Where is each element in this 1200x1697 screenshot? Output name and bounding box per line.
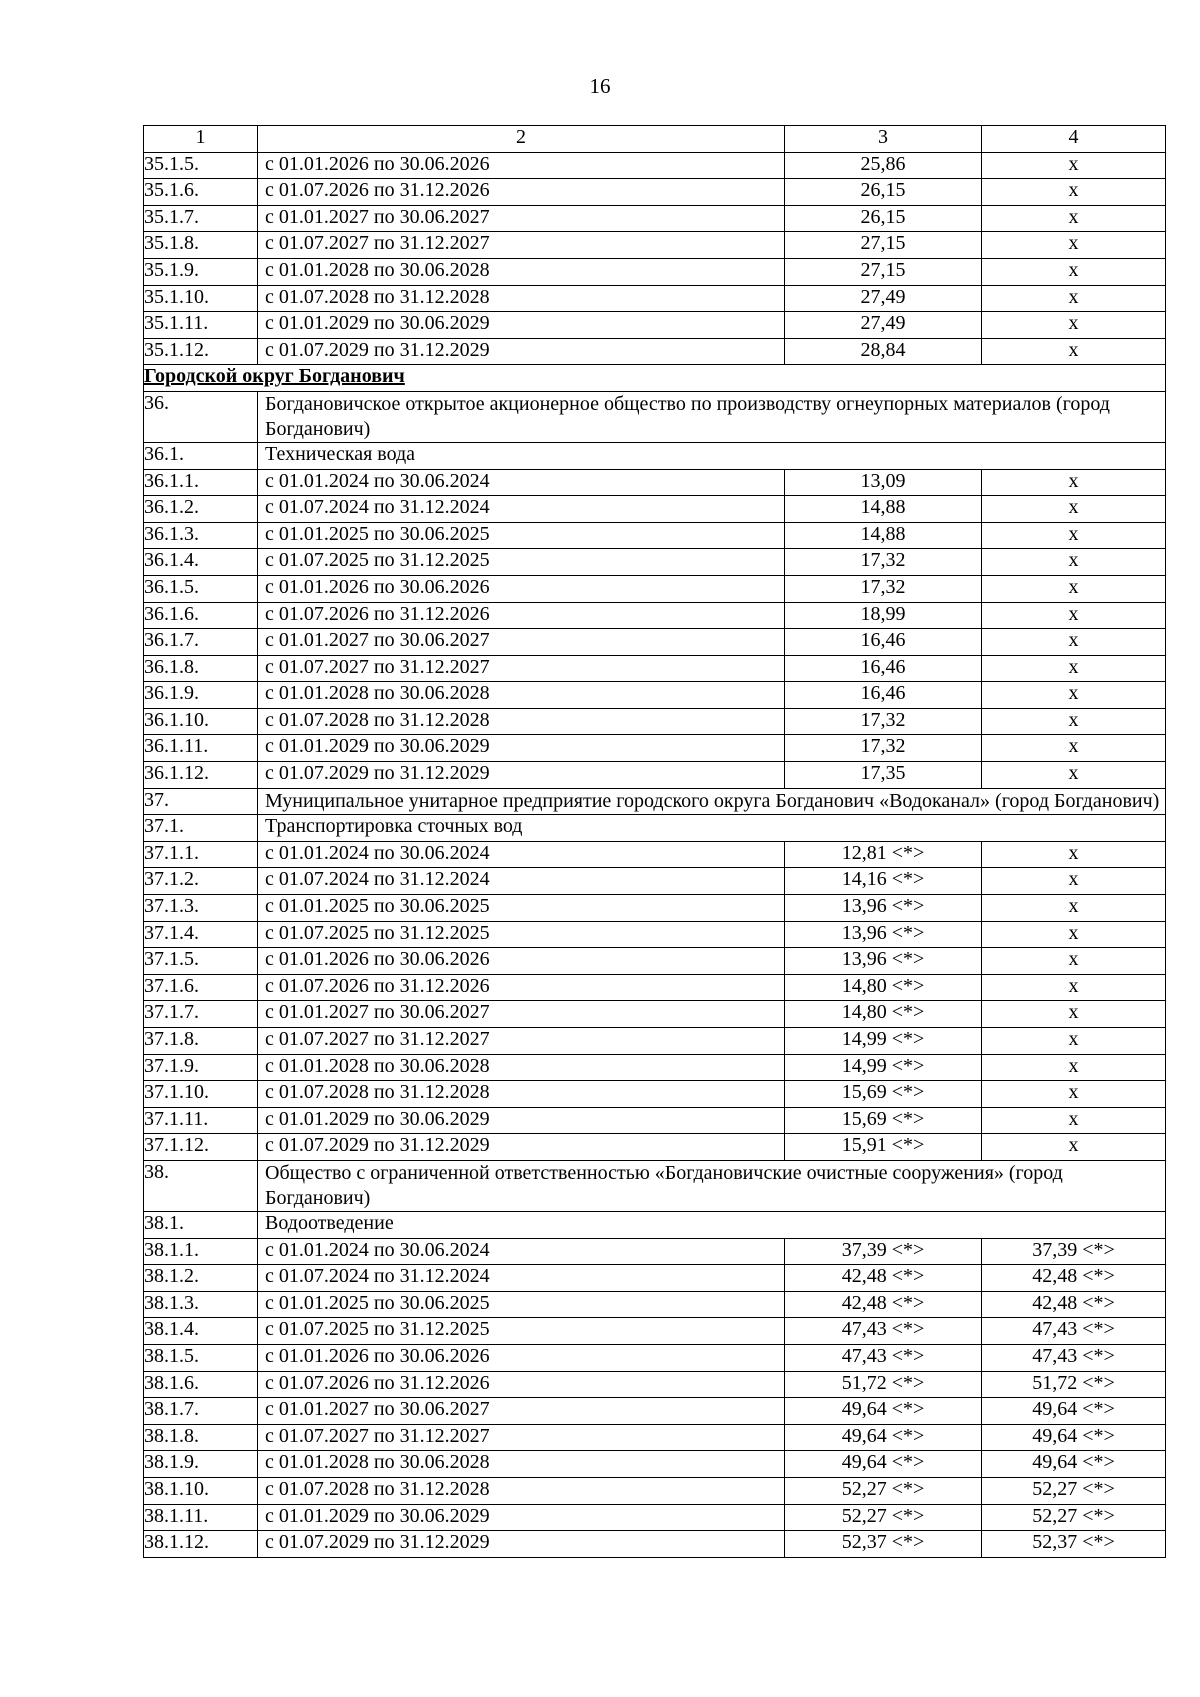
table-row [144, 841, 1166, 868]
period-cell: с 01.07.2026 по 31.12.2026 [258, 1371, 785, 1398]
service-number: 37.1. [144, 815, 258, 842]
tariff-value-cell: 18,99 [785, 602, 982, 629]
tariff-vat-cell: 49,64 <*> [982, 1451, 1166, 1478]
organization-name: Муниципальное унитарное предприятие городского округа Богданович «Водоканал» (город Богданович) [258, 788, 1166, 815]
tariff-vat-cell: х [982, 1028, 1166, 1055]
period-cell: с 01.07.2027 по 31.12.2027 [258, 232, 785, 259]
table-row [144, 682, 1166, 709]
tariff-vat-cell: 51,72 <*> [982, 1371, 1166, 1398]
period-cell: с 01.07.2026 по 31.12.2026 [258, 974, 785, 1001]
row-number: 38.1.12. [144, 1531, 258, 1558]
tariff-vat-cell: х [982, 575, 1166, 602]
tariff-vat-cell: х [982, 496, 1166, 523]
period-cell: с 01.01.2025 по 30.06.2025 [258, 1291, 785, 1318]
table-row [144, 1451, 1166, 1478]
period-cell: с 01.01.2024 по 30.06.2024 [258, 1238, 785, 1265]
table-row [144, 974, 1166, 1001]
tariff-table [143, 125, 1166, 1558]
table-row [144, 602, 1166, 629]
table-row [144, 1291, 1166, 1318]
period-cell: с 01.07.2024 по 31.12.2024 [258, 868, 785, 895]
tariff-value-cell: 42,48 <*> [785, 1265, 982, 1292]
row-number: 38.1.1. [144, 1238, 258, 1265]
tariff-vat-cell: 42,48 <*> [982, 1265, 1166, 1292]
row-number: 38.1.2. [144, 1265, 258, 1292]
tariff-vat-cell: х [982, 179, 1166, 206]
tariff-vat-cell: х [982, 1081, 1166, 1108]
tariff-value-cell: 13,96 <*> [785, 921, 982, 948]
tariff-value-cell: 17,32 [785, 549, 982, 576]
row-number: 35.1.11. [144, 312, 258, 339]
table-row [144, 1265, 1166, 1292]
tariff-value-cell: 16,46 [785, 655, 982, 682]
tariff-value-cell: 27,15 [785, 258, 982, 285]
column-number-3: 3 [785, 126, 982, 153]
tariff-value-cell: 42,48 <*> [785, 1291, 982, 1318]
table-row [144, 1398, 1166, 1425]
tariff-value-cell: 16,46 [785, 682, 982, 709]
tariff-value-cell: 15,69 <*> [785, 1107, 982, 1134]
row-number: 37.1.7. [144, 1001, 258, 1028]
tariff-value-cell: 51,72 <*> [785, 1371, 982, 1398]
period-cell: с 01.07.2028 по 31.12.2028 [258, 285, 785, 312]
table-row [144, 179, 1166, 206]
row-number: 35.1.9. [144, 258, 258, 285]
period-cell: с 01.01.2028 по 30.06.2028 [258, 258, 785, 285]
row-number: 36.1.10. [144, 708, 258, 735]
row-number: 38.1.7. [144, 1398, 258, 1425]
table-row [144, 921, 1166, 948]
table-row [144, 258, 1166, 285]
row-number: 35.1.8. [144, 232, 258, 259]
row-number: 35.1.7. [144, 205, 258, 232]
tariff-value-cell: 17,32 [785, 708, 982, 735]
row-number: 37.1.4. [144, 921, 258, 948]
row-number: 37.1.8. [144, 1028, 258, 1055]
tariff-vat-cell: х [982, 469, 1166, 496]
service-row [144, 442, 1166, 469]
tariff-value-cell: 14,88 [785, 522, 982, 549]
table-row [144, 1318, 1166, 1345]
tariff-vat-cell: х [982, 205, 1166, 232]
table-row [144, 762, 1166, 789]
period-cell: с 01.07.2029 по 31.12.2029 [258, 762, 785, 789]
tariff-value-cell: 14,99 <*> [785, 1054, 982, 1081]
tariff-value-cell: 26,15 [785, 205, 982, 232]
row-number: 36.1.9. [144, 682, 258, 709]
row-number: 36.1.6. [144, 602, 258, 629]
service-name: Водоотведение [258, 1211, 1166, 1238]
tariff-vat-cell: 52,27 <*> [982, 1477, 1166, 1504]
period-cell: с 01.07.2024 по 31.12.2024 [258, 1265, 785, 1292]
tariff-vat-cell: 37,39 <*> [982, 1238, 1166, 1265]
service-number: 36.1. [144, 442, 258, 469]
tariff-vat-cell: х [982, 629, 1166, 656]
table-row [144, 629, 1166, 656]
period-cell: с 01.07.2026 по 31.12.2026 [258, 179, 785, 206]
period-cell: с 01.01.2024 по 30.06.2024 [258, 841, 785, 868]
row-number: 35.1.10. [144, 285, 258, 312]
row-number: 37.1.10. [144, 1081, 258, 1108]
row-number: 37.1.3. [144, 895, 258, 922]
tariff-value-cell: 49,64 <*> [785, 1398, 982, 1425]
table-row [144, 1238, 1166, 1265]
row-number: 36.1.2. [144, 496, 258, 523]
period-cell: с 01.07.2027 по 31.12.2027 [258, 1424, 785, 1451]
row-number: 36.1.7. [144, 629, 258, 656]
table-row [144, 338, 1166, 365]
tariff-value-cell: 47,43 <*> [785, 1318, 982, 1345]
tariff-vat-cell: х [982, 152, 1166, 179]
tariff-vat-cell: х [982, 1134, 1166, 1161]
tariff-value-cell: 15,69 <*> [785, 1081, 982, 1108]
row-number: 38.1.6. [144, 1371, 258, 1398]
tariff-value-cell: 14,99 <*> [785, 1028, 982, 1055]
column-number-row [144, 126, 1166, 153]
tariff-value-cell: 17,32 [785, 575, 982, 602]
tariff-value-cell: 28,84 [785, 338, 982, 365]
period-cell: с 01.07.2028 по 31.12.2028 [258, 708, 785, 735]
row-number: 36.1.5. [144, 575, 258, 602]
service-row [144, 1211, 1166, 1238]
tariff-value-cell: 27,49 [785, 312, 982, 339]
period-cell: с 01.01.2024 по 30.06.2024 [258, 469, 785, 496]
tariff-vat-cell: х [982, 708, 1166, 735]
tariff-vat-cell: х [982, 1054, 1166, 1081]
row-number: 38.1.9. [144, 1451, 258, 1478]
tariff-vat-cell: 47,43 <*> [982, 1344, 1166, 1371]
tariff-vat-cell: 49,64 <*> [982, 1398, 1166, 1425]
tariff-value-cell: 47,43 <*> [785, 1344, 982, 1371]
tariff-vat-cell: х [982, 974, 1166, 1001]
period-cell: с 01.01.2029 по 30.06.2029 [258, 312, 785, 339]
period-cell: с 01.07.2029 по 31.12.2029 [258, 338, 785, 365]
period-cell: с 01.07.2028 по 31.12.2028 [258, 1081, 785, 1108]
tariff-vat-cell: х [982, 285, 1166, 312]
period-cell: с 01.01.2027 по 30.06.2027 [258, 629, 785, 656]
tariff-vat-cell: 52,37 <*> [982, 1531, 1166, 1558]
table-row [144, 1477, 1166, 1504]
table-row [144, 469, 1166, 496]
table-row [144, 948, 1166, 975]
tariff-vat-cell: 52,27 <*> [982, 1504, 1166, 1531]
period-cell: с 01.01.2029 по 30.06.2029 [258, 735, 785, 762]
tariff-value-cell: 52,27 <*> [785, 1477, 982, 1504]
row-number: 36.1.12. [144, 762, 258, 789]
tariff-vat-cell: х [982, 735, 1166, 762]
column-number-1: 1 [144, 126, 258, 153]
period-cell: с 01.07.2028 по 31.12.2028 [258, 1477, 785, 1504]
row-number: 36.1.8. [144, 655, 258, 682]
row-number: 37.1.5. [144, 948, 258, 975]
tariff-vat-cell: х [982, 1001, 1166, 1028]
period-cell: с 01.01.2025 по 30.06.2025 [258, 895, 785, 922]
row-number: 38.1.4. [144, 1318, 258, 1345]
tariff-value-cell: 14,16 <*> [785, 868, 982, 895]
service-number: 38.1. [144, 1211, 258, 1238]
row-number: 37.1.11. [144, 1107, 258, 1134]
period-cell: с 01.07.2025 по 31.12.2025 [258, 549, 785, 576]
period-cell: с 01.07.2029 по 31.12.2029 [258, 1134, 785, 1161]
row-number: 37.1.12. [144, 1134, 258, 1161]
tariff-value-cell: 12,81 <*> [785, 841, 982, 868]
tariff-value-cell: 17,35 [785, 762, 982, 789]
table-row [144, 285, 1166, 312]
row-number: 35.1.12. [144, 338, 258, 365]
page-number: 16 [589, 74, 611, 98]
tariff-value-cell: 17,32 [785, 735, 982, 762]
tariff-value-cell: 27,49 [785, 285, 982, 312]
column-number-2: 2 [258, 126, 785, 153]
table-row [144, 152, 1166, 179]
row-number: 38.1.8. [144, 1424, 258, 1451]
table-row [144, 1531, 1166, 1558]
service-name: Техническая вода [258, 442, 1166, 469]
table-row [144, 1001, 1166, 1028]
table-row [144, 1504, 1166, 1531]
row-number: 38.1.11. [144, 1504, 258, 1531]
organization-number: 37. [144, 788, 258, 815]
tariff-vat-cell: х [982, 312, 1166, 339]
tariff-vat-cell: 47,43 <*> [982, 1318, 1166, 1345]
row-number: 35.1.5. [144, 152, 258, 179]
period-cell: с 01.01.2027 по 30.06.2027 [258, 1001, 785, 1028]
column-number-4: 4 [982, 126, 1166, 153]
table-row [144, 868, 1166, 895]
table-row [144, 1371, 1166, 1398]
organization-number: 36. [144, 391, 258, 442]
tariff-value-cell: 13,96 <*> [785, 948, 982, 975]
period-cell: с 01.01.2028 по 30.06.2028 [258, 682, 785, 709]
tariff-vat-cell: х [982, 762, 1166, 789]
table-row [144, 1107, 1166, 1134]
tariff-vat-cell: х [982, 682, 1166, 709]
tariff-vat-cell: х [982, 895, 1166, 922]
organization-number: 38. [144, 1160, 258, 1211]
tariff-vat-cell: х [982, 921, 1166, 948]
tariff-vat-cell: х [982, 868, 1166, 895]
tariff-value-cell: 52,27 <*> [785, 1504, 982, 1531]
table-row [144, 232, 1166, 259]
table-row [144, 496, 1166, 523]
table-row [144, 1081, 1166, 1108]
period-cell: с 01.01.2028 по 30.06.2028 [258, 1451, 785, 1478]
tariff-vat-cell: х [982, 258, 1166, 285]
organization-name: Общество с ограниченной ответственностью «Богдановичские очистные сооружения» (город Богданович) [258, 1160, 1166, 1211]
tariff-value-cell: 49,64 <*> [785, 1451, 982, 1478]
period-cell: с 01.01.2027 по 30.06.2027 [258, 1398, 785, 1425]
tariff-value-cell: 16,46 [785, 629, 982, 656]
table-row [144, 575, 1166, 602]
organization-row [144, 391, 1166, 442]
period-cell: с 01.01.2026 по 30.06.2026 [258, 575, 785, 602]
period-cell: с 01.01.2026 по 30.06.2026 [258, 1344, 785, 1371]
tariff-vat-cell: х [982, 522, 1166, 549]
period-cell: с 01.01.2027 по 30.06.2027 [258, 205, 785, 232]
table-row [144, 655, 1166, 682]
row-number: 36.1.3. [144, 522, 258, 549]
tariff-vat-cell: х [982, 338, 1166, 365]
organization-row [144, 1160, 1166, 1211]
tariff-vat-cell: х [982, 232, 1166, 259]
row-number: 38.1.3. [144, 1291, 258, 1318]
table-row [144, 708, 1166, 735]
row-number: 38.1.5. [144, 1344, 258, 1371]
table-row [144, 1134, 1166, 1161]
period-cell: с 01.07.2025 по 31.12.2025 [258, 921, 785, 948]
period-cell: с 01.07.2027 по 31.12.2027 [258, 1028, 785, 1055]
table-row [144, 205, 1166, 232]
row-number: 37.1.6. [144, 974, 258, 1001]
tariff-value-cell: 14,80 <*> [785, 1001, 982, 1028]
row-number: 36.1.1. [144, 469, 258, 496]
row-number: 35.1.6. [144, 179, 258, 206]
tariff-vat-cell: 42,48 <*> [982, 1291, 1166, 1318]
period-cell: с 01.01.2026 по 30.06.2026 [258, 948, 785, 975]
organization-name: Богдановичское открытое акционерное общество по производству огнеупорных материалов (город Богданович) [258, 391, 1166, 442]
tariff-table-body [144, 126, 1166, 1558]
period-cell: с 01.07.2026 по 31.12.2026 [258, 602, 785, 629]
tariff-vat-cell: х [982, 948, 1166, 975]
tariff-vat-cell: х [982, 602, 1166, 629]
tariff-value-cell: 27,15 [785, 232, 982, 259]
table-row [144, 1424, 1166, 1451]
row-number: 37.1.9. [144, 1054, 258, 1081]
table-row [144, 895, 1166, 922]
tariff-value-cell: 14,80 <*> [785, 974, 982, 1001]
tariff-value-cell: 25,86 [785, 152, 982, 179]
tariff-vat-cell: х [982, 549, 1166, 576]
period-cell: с 01.07.2027 по 31.12.2027 [258, 655, 785, 682]
tariff-vat-cell: х [982, 655, 1166, 682]
service-row [144, 815, 1166, 842]
tariff-value-cell: 49,64 <*> [785, 1424, 982, 1451]
tariff-value-cell: 37,39 <*> [785, 1238, 982, 1265]
table-row [144, 1054, 1166, 1081]
period-cell: с 01.01.2029 по 30.06.2029 [258, 1107, 785, 1134]
service-name: Транспортировка сточных вод [258, 815, 1166, 842]
tariff-value-cell: 52,37 <*> [785, 1531, 982, 1558]
table-row [144, 312, 1166, 339]
organization-row [144, 788, 1166, 815]
tariff-value-cell: 13,09 [785, 469, 982, 496]
row-number: 38.1.10. [144, 1477, 258, 1504]
period-cell: с 01.01.2026 по 30.06.2026 [258, 152, 785, 179]
period-cell: с 01.01.2029 по 30.06.2029 [258, 1504, 785, 1531]
tariff-vat-cell: х [982, 1107, 1166, 1134]
tariff-value-cell: 13,96 <*> [785, 895, 982, 922]
section-title: Городской округ Богданович [144, 365, 1166, 392]
table-row [144, 522, 1166, 549]
period-cell: с 01.01.2028 по 30.06.2028 [258, 1054, 785, 1081]
tariff-vat-cell: х [982, 841, 1166, 868]
row-number: 36.1.11. [144, 735, 258, 762]
tariff-value-cell: 26,15 [785, 179, 982, 206]
table-row [144, 1344, 1166, 1371]
period-cell: с 01.01.2025 по 30.06.2025 [258, 522, 785, 549]
period-cell: с 01.07.2025 по 31.12.2025 [258, 1318, 785, 1345]
period-cell: с 01.07.2029 по 31.12.2029 [258, 1531, 785, 1558]
period-cell: с 01.07.2024 по 31.12.2024 [258, 496, 785, 523]
tariff-value-cell: 15,91 <*> [785, 1134, 982, 1161]
row-number: 37.1.2. [144, 868, 258, 895]
row-number: 37.1.1. [144, 841, 258, 868]
table-row [144, 1028, 1166, 1055]
table-row [144, 735, 1166, 762]
table-row [144, 549, 1166, 576]
row-number: 36.1.4. [144, 549, 258, 576]
tariff-vat-cell: 49,64 <*> [982, 1424, 1166, 1451]
tariff-value-cell: 14,88 [785, 496, 982, 523]
section-title-row [144, 365, 1166, 392]
